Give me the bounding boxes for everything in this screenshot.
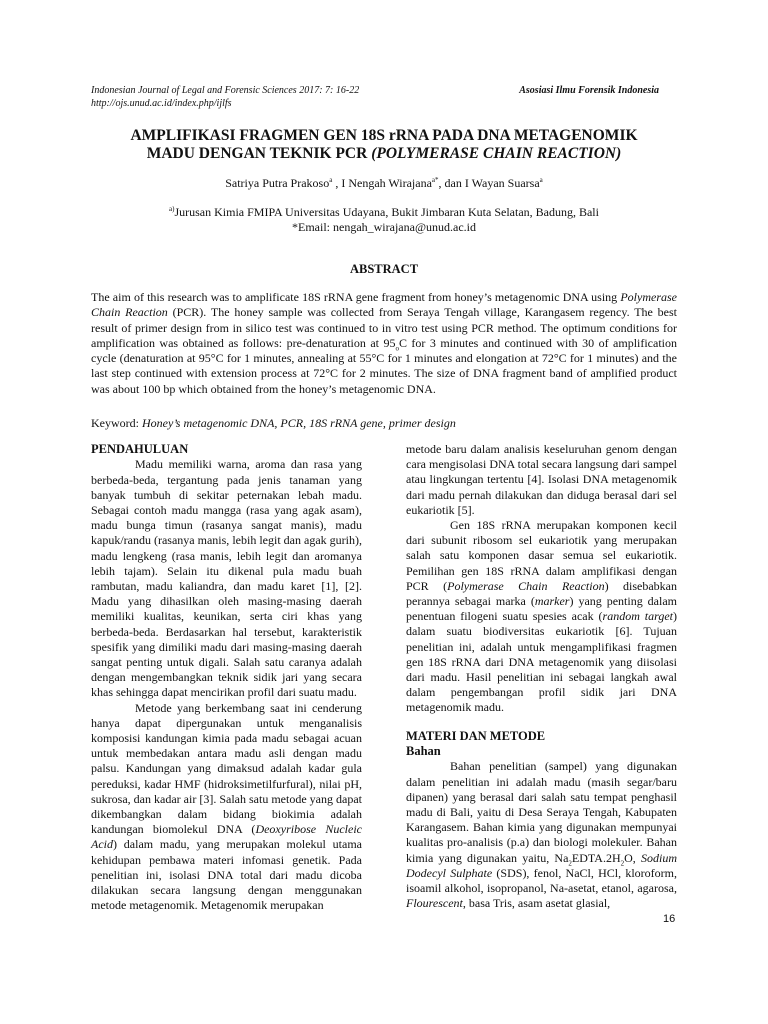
left-column <box>91 442 362 914</box>
section-heading-pendahuluan: PENDAHULUAN <box>91 442 189 456</box>
affiliation-address: $^{a)}$Jurusan Kimia FMIPA Universitas Udayana, Bukit Jimbaran Kuta Selatan, Badung, Bali <box>169 205 599 219</box>
paragraph: Madu memiliki warna, aroma dan rasa yang berbeda-beda, tergantung pada jenis tanaman yang banyak tumbuh di sekitar peternakan lebah madu. Sebagai contoh madu mangga (rasa yang agak asam), madu bunga timun (rasanya sangat manis), madu kapuk/randu (rasanya manis, lebih legit dan agak gurih), madu lengkeng (rasa manis, lebih legit dan aromanya lebih tajam). Selain itu dikenal pula madu buah rambutan, madu kaliandra, dan madu karet [1], [2]. Madu yang dihasilkan oleh masing-masing daerah memiliki kualitas, keunikan, serta ciri khas yang berbeda-beda. Berdasarkan hal tersebut, karakteristik spesifik yang dimiliki madu dari masing-masing daerah sangat penting untuk digali. Salah satu caranya adalah dengan mengembangkan teknik sidik jari yang secara khas sehingga dapat mencirikan profil dari suatu madu. <box>91 457 362 700</box>
paper-title <box>91 127 677 163</box>
association-name: Asosiasi Ilmu Forensik Indonesia <box>519 85 659 96</box>
abstract-heading: ABSTRACT <box>349 262 419 276</box>
journal-citation: Indonesian Journal of Legal and Forensic Sciences 2017: 7: 16-22 <box>91 85 360 96</box>
title-line-2: MADU DENGAN TEKNIK PCR (POLYMERASE CHAIN REACTION) <box>146 145 622 162</box>
page-number: 16 <box>663 913 676 925</box>
subsection-heading-bahan: Bahan <box>406 744 441 759</box>
title-line-1: AMPLIFIKASI FRAGMEN GEN 18S rRNA PADA DNA METAGENOMIK <box>130 127 638 144</box>
keywords-label: Keyword: <box>91 416 142 430</box>
paragraph: Gen 18S rRNA merupakan komponen kecil dari subunit ribosom sel eukariotik yang merupakan salah satu komponen dasar semua sel eukariotik. Pemilihan gen 18S rRNA dalam amplifikasi dengan PCR (Polymerase Chain Reaction) disebabkan perannya sebagai marka (marker) yang penting dalam penentuan filogeni suatu spesies acak (random target) dalam suatu biodiversitas eukariotik [6]. Tujuan penelitian ini, adalah untuk mengamplifikasi fragmen gen 18S rRNA dari DNA metagenomik yang diisolasi dari madu. Hasil penelitian ini sebagai langkah awal dalam pengembangan profil sidik jari DNA metagenomik madu. <box>406 518 678 715</box>
journal-url[interactable]: http://ojs.unud.ac.id/index.php/ijlfs <box>91 98 232 109</box>
paragraph: metode baru dalam analisis keseluruhan genom dengan cara mengisolasi DNA total secara langsung dari sampel atau lingkungan tertentu [4]. Isolasi DNA metagenomik dari madu pernah dilakukan dan diduga berasal dari sel eukariotik [5]. <box>406 442 677 517</box>
author-list: Satriya Putra Prakoso$^a$ , I Nengah Wirajana$^{a*}$, dan I Wayan Suarsa$^a$ <box>225 176 543 190</box>
right-column <box>406 442 677 912</box>
keywords <box>91 416 677 431</box>
affiliation <box>91 205 677 235</box>
keywords-value: Honey’s metagenomic DNA, PCR, 18S rRNA gene, primer design <box>142 416 456 430</box>
abstract-body: The aim of this research was to amplificate 18S rRNA gene fragment from honey’s metagenomic DNA using Polymerase Chain Reaction (PCR). The honey sample was collected from Seraya Tengah village, Karangasem regency. The best result of primer design from in silico test was continued to in vitro test using PCR method. The optimum conditions for amplification was obtained as follows: pre-denaturation at $95_oC$ for 3 minutes and continued with 30 of amplification cycle (denaturation at 95°C for 1 minutes, annealing at 55°C for 1 minutes and elongation at 72°C for 1 minutes) and the last step continued with extension process at 72°C for 2 minutes. The size of DNA fragment band of amplified product was about 100 bp which obtained from the honey’s metagenomic DNA. <box>91 290 678 396</box>
corresponding-email[interactable]: *Email: nengah_wirajana@unud.ac.id <box>292 220 476 234</box>
paragraph: Metode yang berkembang saat ini cenderung hanya dapat dipergunakan untuk menganalisis komposisi kandungan kimia pada madu sebagai acuan untuk membedakan antara madu asli dengan madu palsu. Kandungan yang dimaksud adalah kadar gula pereduksi, kadar HMF (hidroksimetilfurfural), nilai pH, sukrosa, dan kadar air [3]. Salah satu metode yang dapat dikembangkan dalam bidang biokimia adalah kandungan biomolekul DNA (Deoxyribose Nucleic Acid) dalam madu, yang merupakan molekul utama kehidupan pembawa materi infomasi genetik. Pada penelitian ini, isolasi DNA total dari madu dicoba dilakukan secara langsung dengan menggunakan metode metagenomik. Metagenomik merupakan <box>91 700 362 913</box>
paragraph: Bahan penelitian (sampel) yang digunakan dalam penelitian ini adalah madu (masih segar/baru dipanen) yang berasal dari salah satu tempat penghasil madu di Bali, yaitu di Desa Seraya Tengah, Kabupaten Karangasem. Bahan kimia yang digunakan mempunyai kualitas pro-analisis (p.a) dan biologi molekuler. Bahan kimia yang digunakan yaitu, $Na_2EDTA.2H_2O$, Sodium Dodecyl Sulphate (SDS), fenol, NaCl, HCl, kloroform, isoamil alkohol, isopropanol, Na-asetat, etanol, agarosa, Flourescent, basa Tris, asam asetat glasial, <box>406 759 677 911</box>
section-heading-materi-dan-metode: MATERI DAN METODE <box>406 728 546 743</box>
